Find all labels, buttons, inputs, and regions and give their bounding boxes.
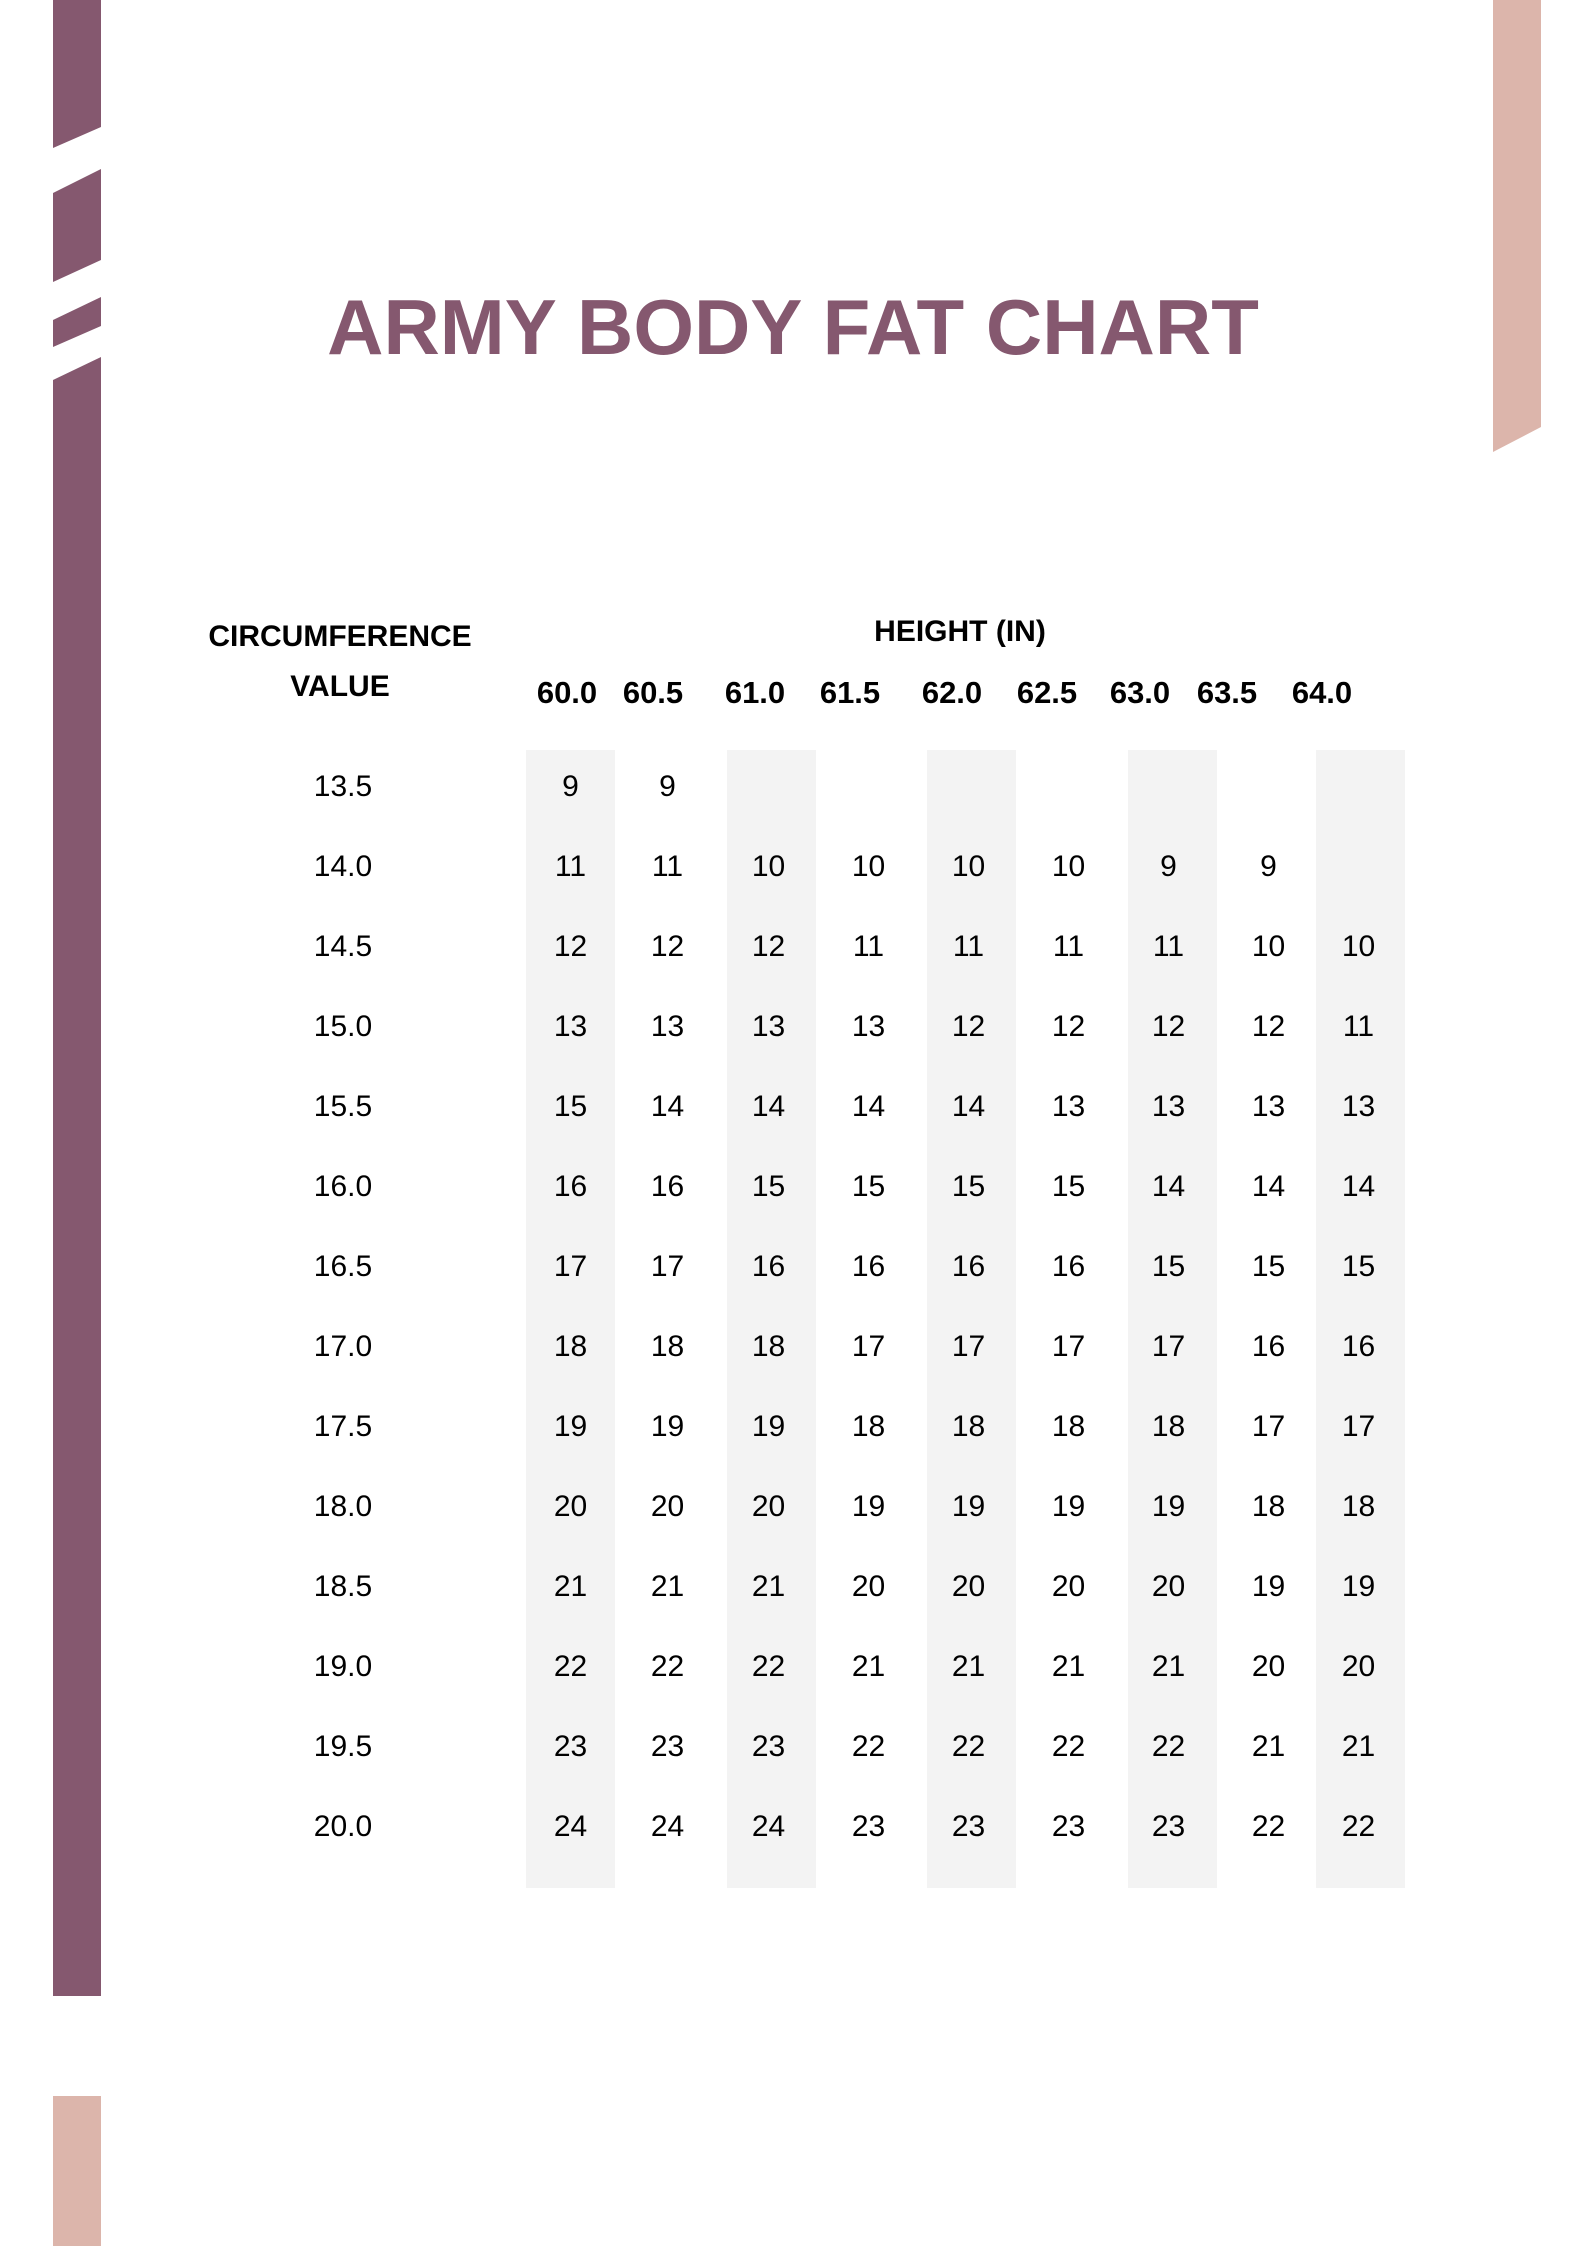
table-cell: 21 (1251, 1730, 1286, 1763)
table-cell: 20 (851, 1570, 886, 1603)
table-cell: 21 (751, 1570, 786, 1603)
table-cell: 23 (553, 1730, 588, 1763)
column-header: 62.5 (1016, 675, 1078, 710)
table-cell: 16 (1341, 1330, 1376, 1363)
table-cell: 16 (751, 1250, 786, 1283)
table-cell: 23 (650, 1730, 685, 1763)
table-cell: 18 (1151, 1410, 1186, 1443)
table-cell: 23 (851, 1810, 886, 1843)
table-cell: 19 (1341, 1570, 1376, 1603)
table-cell: 20 (1251, 1650, 1286, 1683)
table-cell: 12 (751, 930, 786, 963)
table-cell: 22 (553, 1650, 588, 1683)
table-cell: 10 (751, 850, 786, 883)
table-cell: 21 (553, 1570, 588, 1603)
table-cell: 13 (851, 1010, 886, 1043)
column-header: 64.0 (1291, 675, 1353, 710)
table-cell: 22 (1341, 1810, 1376, 1843)
table-cell: 19 (553, 1410, 588, 1443)
column-header: 63.5 (1196, 675, 1258, 710)
table-cell: 15 (751, 1170, 786, 1203)
table-cell: 23 (951, 1810, 986, 1843)
table-cell: 20 (951, 1570, 986, 1603)
table-cell: 20 (650, 1490, 685, 1523)
table-cell: 19 (1051, 1490, 1086, 1523)
table-cell: 17 (851, 1330, 886, 1363)
table-cell: 21 (650, 1570, 685, 1603)
table-cell: 20 (553, 1490, 588, 1523)
table-cell: 10 (851, 850, 886, 883)
table-cell: 23 (751, 1730, 786, 1763)
table-cell: 18 (851, 1410, 886, 1443)
table-cell: 12 (553, 930, 588, 963)
table-cell: 12 (650, 930, 685, 963)
column-shade-64-0 (1316, 750, 1405, 1888)
table-cell: 23 (1051, 1810, 1086, 1843)
table-cell: 21 (1051, 1650, 1086, 1683)
table-cell: 9 (1160, 850, 1177, 883)
table-cell: 12 (1051, 1010, 1086, 1043)
table-cell: 17 (1251, 1410, 1286, 1443)
row-label: 16.0 (313, 1170, 373, 1203)
table-cell: 9 (562, 770, 579, 803)
table-cell: 11 (651, 850, 684, 883)
table-cell: 10 (1051, 850, 1086, 883)
row-label: 14.5 (313, 930, 373, 963)
table-cell: 21 (851, 1650, 886, 1683)
table-cell: 22 (951, 1730, 986, 1763)
table-cell: 14 (1151, 1170, 1186, 1203)
column-shade-60-0 (526, 750, 615, 1888)
table-cell: 18 (751, 1330, 786, 1363)
table-cell: 19 (650, 1410, 685, 1443)
row-label: 16.5 (313, 1250, 373, 1283)
table-cell: 13 (1251, 1090, 1286, 1123)
row-label: 15.0 (313, 1010, 373, 1043)
row-label: 17.5 (313, 1410, 373, 1443)
column-shade-61-0 (727, 750, 816, 1888)
column-header: 63.0 (1109, 675, 1171, 710)
row-label: 19.5 (313, 1730, 373, 1763)
table-cell: 17 (1051, 1330, 1086, 1363)
table-cell: 13 (1341, 1090, 1376, 1123)
table-cell: 18 (650, 1330, 685, 1363)
column-header: 60.0 (536, 675, 598, 710)
table-cell: 24 (751, 1810, 786, 1843)
table-cell: 13 (553, 1010, 588, 1043)
table-cell: 12 (1151, 1010, 1186, 1043)
table-cell: 18 (553, 1330, 588, 1363)
table-cell: 11 (1052, 930, 1085, 963)
table-cell: 16 (650, 1170, 685, 1203)
table-cell: 14 (650, 1090, 685, 1123)
table-cell: 15 (1151, 1250, 1186, 1283)
table-cell: 17 (553, 1250, 588, 1283)
table-cell: 10 (951, 850, 986, 883)
table-cell: 18 (951, 1410, 986, 1443)
table-cell: 11 (554, 850, 587, 883)
table-cell: 20 (1151, 1570, 1186, 1603)
table-cell: 19 (1151, 1490, 1186, 1523)
page-title: ARMY BODY FAT CHART (327, 283, 1259, 371)
column-shade-62-0 (927, 750, 1016, 1888)
table-cell: 15 (851, 1170, 886, 1203)
table-cell: 16 (951, 1250, 986, 1283)
table-cell: 11 (1342, 1010, 1375, 1043)
table-cell: 17 (650, 1250, 685, 1283)
table-cell: 22 (1151, 1730, 1186, 1763)
table-cell: 21 (1341, 1730, 1376, 1763)
table-cell: 22 (1051, 1730, 1086, 1763)
table-cell: 9 (659, 770, 676, 803)
column-header: 62.0 (921, 675, 983, 710)
table-cell: 13 (751, 1010, 786, 1043)
right-decorative-stripe (1480, 0, 1560, 480)
table-cell: 11 (852, 930, 885, 963)
table-cell: 18 (1251, 1490, 1286, 1523)
table-cell: 18 (1341, 1490, 1376, 1523)
table-cell: 17 (1341, 1410, 1376, 1443)
table-cell: 19 (1251, 1570, 1286, 1603)
row-label: 19.0 (313, 1650, 373, 1683)
table-cell: 22 (851, 1730, 886, 1763)
row-label: 14.0 (313, 850, 373, 883)
height-header: HEIGHT (IN) (874, 615, 1046, 648)
table-cell: 24 (553, 1810, 588, 1843)
row-label: 18.0 (313, 1490, 373, 1523)
row-label: 15.5 (313, 1090, 373, 1123)
table-cell: 16 (851, 1250, 886, 1283)
table-cell: 19 (951, 1490, 986, 1523)
table-cell: 13 (1051, 1090, 1086, 1123)
table-cell: 21 (951, 1650, 986, 1683)
table-cell: 10 (1251, 930, 1286, 963)
table-cell: 13 (1151, 1090, 1186, 1123)
circumference-header (170, 612, 510, 712)
table-cell: 22 (1251, 1810, 1286, 1843)
table-cell: 14 (951, 1090, 986, 1123)
row-label: 17.0 (313, 1330, 373, 1363)
circumference-header-line1: CIRCUMFERENCE (208, 620, 472, 653)
table-cell: 22 (751, 1650, 786, 1683)
table-cell: 21 (1151, 1650, 1186, 1683)
table-cell: 9 (1260, 850, 1277, 883)
row-label: 13.5 (313, 770, 373, 803)
table-cell: 19 (751, 1410, 786, 1443)
table-cell: 14 (851, 1090, 886, 1123)
table-cell: 20 (1341, 1650, 1376, 1683)
table-cell: 19 (851, 1490, 886, 1523)
table-cell: 17 (951, 1330, 986, 1363)
table-cell: 11 (1152, 930, 1185, 963)
column-header: 60.5 (622, 675, 684, 710)
table-cell: 16 (1051, 1250, 1086, 1283)
table-cell: 22 (650, 1650, 685, 1683)
table-cell: 16 (553, 1170, 588, 1203)
table-cell: 24 (650, 1810, 685, 1843)
table-cell: 18 (1051, 1410, 1086, 1443)
table-cell: 16 (1251, 1330, 1286, 1363)
column-shade-63-0 (1128, 750, 1217, 1888)
table-cell: 11 (952, 930, 985, 963)
row-label: 20.0 (313, 1810, 373, 1843)
table-cell: 14 (1251, 1170, 1286, 1203)
table-cell: 14 (751, 1090, 786, 1123)
table-cell: 10 (1341, 930, 1376, 963)
table-cell: 20 (751, 1490, 786, 1523)
table-cell: 15 (553, 1090, 588, 1123)
table-cell: 13 (650, 1010, 685, 1043)
circumference-header-line2: VALUE (290, 670, 390, 703)
table-cell: 14 (1341, 1170, 1376, 1203)
column-header: 61.0 (724, 675, 786, 710)
table-cell: 15 (1251, 1250, 1286, 1283)
table-cell: 12 (1251, 1010, 1286, 1043)
table-cell: 15 (1051, 1170, 1086, 1203)
table-cell: 23 (1151, 1810, 1186, 1843)
table-cell: 15 (1341, 1250, 1376, 1283)
column-header: 61.5 (819, 675, 881, 710)
table-cell: 12 (951, 1010, 986, 1043)
table-cell: 17 (1151, 1330, 1186, 1363)
table-cell: 20 (1051, 1570, 1086, 1603)
table-cell: 15 (951, 1170, 986, 1203)
row-label: 18.5 (313, 1570, 373, 1603)
